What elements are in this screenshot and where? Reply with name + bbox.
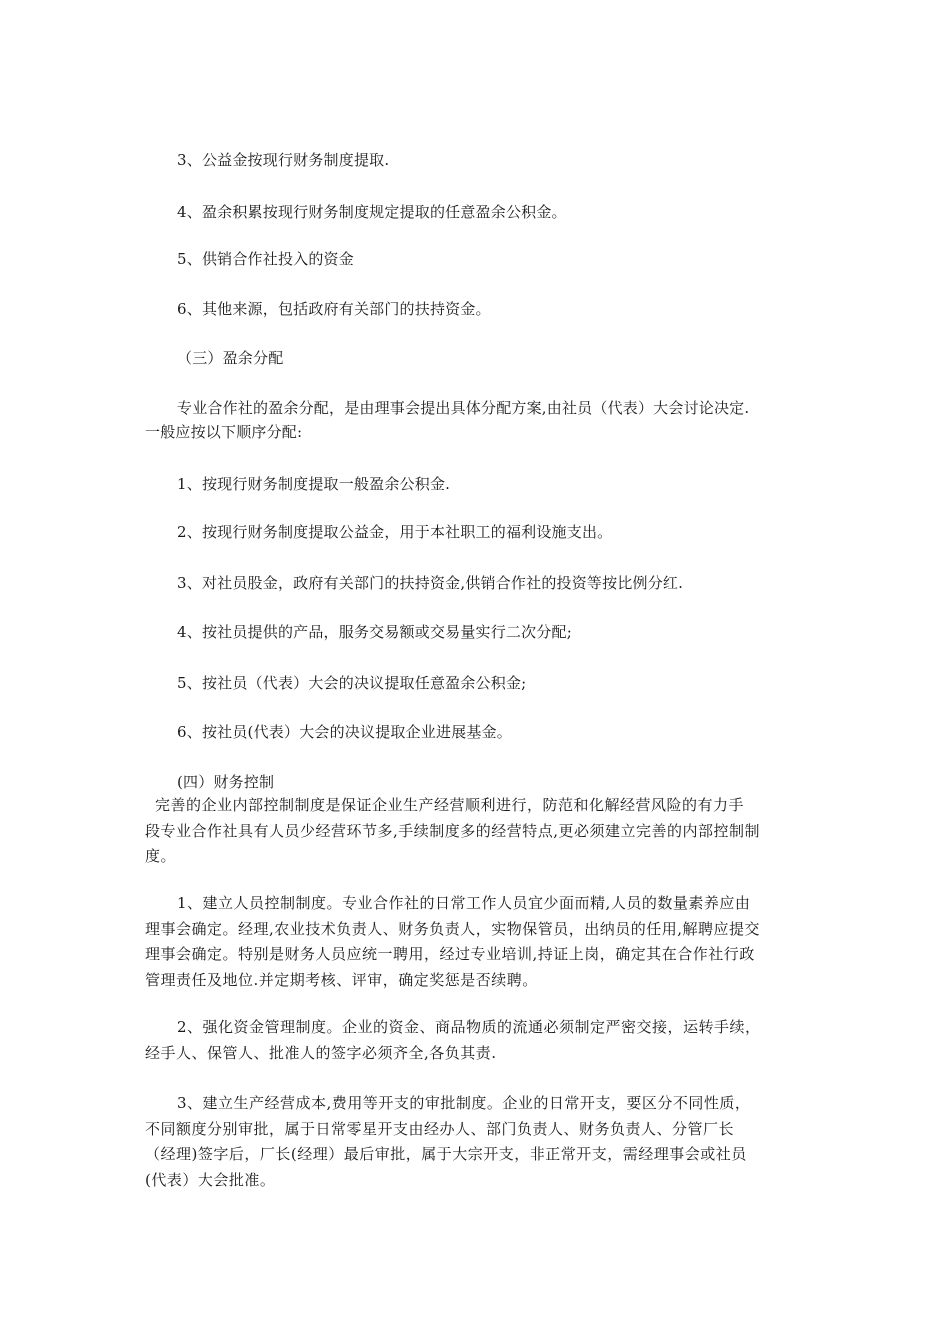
distribution-item-6: 6、按社员(代表）大会的决议提取企业进展基金。: [177, 723, 512, 741]
section-heading-surplus-distribution: （三）盈余分配: [177, 349, 284, 367]
item-3-public-welfare-fund: 3、公益金按现行财务制度提取.: [177, 151, 390, 169]
personnel-control-line1: 1、建立人员控制制度。专业合作社的日常工作人员宜少面而精,人员的数量素养应由: [177, 894, 751, 912]
fund-management-line1: 2、强化资金管理制度。企业的资金、商品物质的流通必须制定严密交接，运转手续，: [177, 1018, 761, 1036]
expense-approval-line1: 3、建立生产经营成本,费用等开支的审批制度。企业的日常开支，要区分不同性质，: [177, 1094, 751, 1112]
item-6-other-sources: 6、其他来源，包括政府有关部门的扶持资金。: [177, 300, 491, 318]
section3-intro-line1: 专业合作社的盈余分配，是由理事会提出具体分配方案,由社员（代表）大会讨论决定.: [177, 399, 750, 417]
section4-intro-line1: 完善的企业内部控制制度是保证企业生产经营顺利进行，防范和化解经营风险的有力手: [155, 796, 745, 814]
distribution-item-4: 4、按社员提供的产品，服务交易额或交易量实行二次分配;: [177, 623, 572, 641]
fund-management-line2: 经手人、保管人、批准人的签字必须齐全,各负其责.: [145, 1043, 497, 1062]
expense-approval-line3: （经理)签字后，厂长(经理）最后审批，属于大宗开支，非正常开支，需经理事会或社员: [145, 1145, 747, 1163]
personnel-control-line2: 理事会确定。经理,农业技术负责人、财务负责人，实物保管员，出纳员的任用,解聘应提交: [145, 919, 761, 938]
section3-intro-line2: 一般应按以下顺序分配:: [145, 423, 303, 441]
distribution-item-2: 2、按现行财务制度提取公益金，用于本社职工的福利设施支出。: [177, 523, 613, 541]
item-5-coop-investment: 5、供销合作社投入的资金: [177, 250, 354, 268]
personnel-control-line4: 管理责任及地位.并定期考核、评审，确定奖惩是否续聘。: [145, 970, 538, 989]
section4-intro-paragraph: [145, 793, 807, 870]
personnel-control-line3: 理事会确定。特别是财务人员应统一聘用，经过专业培训,持证上岗，确定其在合作社行政: [145, 945, 755, 963]
section-heading-financial-control: (四）财务控制: [177, 773, 275, 791]
expense-approval-line2: 不同额度分别审批，属于日常零星开支由经办人、部门负责人、财务负责人、分管厂长: [145, 1119, 735, 1138]
distribution-item-5: 5、按社员（代表）大会的决议提取任意盈余公积金;: [177, 674, 527, 692]
item-4-surplus-accumulation: 4、盈余积累按现行财务制度规定提取的任意盈余公积金。: [177, 203, 567, 221]
personnel-control-paragraph: [145, 891, 807, 993]
section4-intro-line2: 段专业合作社具有人员少经营环节多,手续制度多的经营特点,更必须建立完善的内部控制制: [145, 821, 761, 840]
section4-intro-line3: 度。: [145, 847, 177, 865]
distribution-item-1: 1、按现行财务制度提取一般盈余公积金.: [177, 475, 451, 493]
fund-management-paragraph: [145, 1015, 807, 1066]
expense-approval-paragraph: [145, 1091, 807, 1193]
expense-approval-line4: (代表）大会批准。: [145, 1170, 276, 1189]
distribution-item-3: 3、对社员股金，政府有关部门的扶持资金,供销合作社的投资等按比例分红.: [177, 574, 684, 592]
